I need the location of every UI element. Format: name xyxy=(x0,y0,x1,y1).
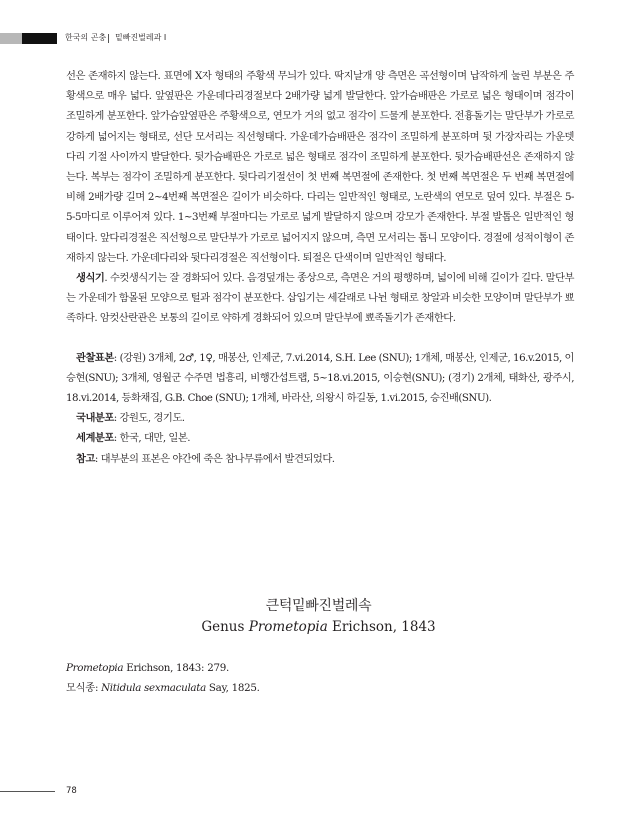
header-separator xyxy=(108,34,109,43)
type-species-citation: Say, 1825. xyxy=(205,682,260,695)
korea-distribution xyxy=(66,408,574,428)
world-distribution xyxy=(66,428,574,448)
world-distribution-label: 세계분포 xyxy=(76,432,114,445)
note-text: : 대부분의 표본은 야간에 죽은 참나무류에서 발견되었다. xyxy=(94,452,335,465)
genitalia-text: . 수컷생식기는 잘 경화되어 있다. 음경덮개는 종상으로, 측면은 거의 평행하며, 넓이에 비해 길이가 길다. 말단부는 가운데가 함몰된 모양으로 털과 점각이 분포한다. 삽입기는 세갈래로 나뉜 형태로 창알과 비슷한 모양이며 말단부가 뾰족하다. 암컷산란관은 보통의 길이로 약하게 경화되어 있으며 말단부에 뾰족돌기가 존재한다. xyxy=(66,272,574,325)
footer-rule xyxy=(0,791,55,792)
note-paragraph xyxy=(66,449,574,469)
page-number: 78 xyxy=(66,786,77,796)
section-spacer xyxy=(66,329,574,348)
genus-references xyxy=(66,658,574,698)
genus-prefix: Genus xyxy=(201,619,249,635)
type-species-name: Nitidula sexmaculata xyxy=(101,682,206,695)
specimens-paragraph xyxy=(66,348,574,409)
genus-korean-name: 큰턱밑빠진벌레속 xyxy=(265,598,372,614)
genus-scientific-name xyxy=(0,617,637,637)
genus-author: Erichson, 1843 xyxy=(327,619,436,635)
genitalia-paragraph xyxy=(66,268,574,329)
korea-distribution-text: : 강원도, 경기도. xyxy=(113,412,185,425)
korea-distribution-label: 국내분포 xyxy=(76,412,114,425)
reference-citation: Erichson, 1843: 279. xyxy=(123,662,229,674)
header-gray-bar xyxy=(0,33,22,44)
type-species-label: 모식종: xyxy=(66,682,102,695)
world-distribution-text: : 한국, 대만, 일본. xyxy=(113,432,191,445)
running-header xyxy=(0,33,637,44)
header-series-title: 한국의 곤충 xyxy=(65,33,107,42)
header-chapter-title: 밑빠진벌레과 I xyxy=(115,33,167,42)
description-paragraph: 선은 존재하지 않는다. 표면에 X자 형태의 주황색 무늬가 있다. 딱지날개 양 측면은 곡선형이며 납작하게 눌린 부분은 주황색으로 매우 넓다. 앞옆판은 가운데다리경절보다 2배가량 넓게 발달한다. 앞가슴배판은 가로로 넓은 형태이며 점각이 조밀하게 분포한다. 앞가슴앞옆판은 주황색으로, 연모가 거의 없고 점각이 드물게 분포한다. 전흉돌기는 말단부가 가로로 강하게 넓어지는 형태로, 선단 모서리는 직선형태다. 가운데가슴배판은 점각이 조밀하게 분포하며 뒷 가장자리는 가운뎃다리 기절 사이까지 발달한다. 뒷가슴배판은 가로로 넓은 형태로 점각이 조밀하게 분포한다. 뒷가슴배판선은 존재하지 않는다. 복부는 점각이 조밀하게 분포한다. 뒷다리기절선이 첫 번째 복면절에 존재한다. 첫 번째 복면절은 두 번째 복면절에 비해 2배가량 길며 2~4번째 복면절은 길이가 비슷하다. 다리는 일반적인 형태로, 노란색의 연모로 덮여 있다. 부절은 5-5-5마디로 이루어져 있다. 1~3번째 부절마디는 가로로 넓게 발달하지 않으며 강모가 존재한다. 부절 발톱은 일반적인 형태이다. 앞다리경절은 직선형으로 말단부가 가로로 넓어지지 않으며, 측면 모서리는 톱니 모양이다. 경절에 성적이형이 존재하지 않는다. 가운데다리와 뒷다리경절은 직선형이다. 퇴절은 단색이며 일반적인 형태다. xyxy=(66,70,574,264)
genitalia-label: 생식기 xyxy=(76,272,105,285)
genus-name: Prometopia xyxy=(248,619,328,635)
reference-genus-name: Prometopia xyxy=(66,662,124,674)
header-black-bar xyxy=(22,33,57,44)
reference-line xyxy=(66,658,574,678)
specimens-label: 관찰표본 xyxy=(76,351,114,364)
genus-heading xyxy=(0,596,637,637)
type-species-line xyxy=(66,678,574,698)
species-description xyxy=(66,66,574,469)
note-label: 참고 xyxy=(76,452,95,465)
specimens-text: : (강원) 3개체, 2♂, 1♀, 매봉산, 인제군, 7.vi.2014, S.H. Lee (SNU); 1개체, 매봉산, 인제군, 16.v.2015, 이승현(SNU); 3개체, 영월군 수주면 법흥리, 비행간섭트랩, 5~18.vi.2015, 이승현(SNU); (경기) 2개체, 태화산, 광주시, 18.vi.2014, 등화채집, G.B. Choe (SNU); 1개체, 바라산, 의왕시 하길동, 1.vi.2015, 승진배(SNU). xyxy=(66,351,574,405)
